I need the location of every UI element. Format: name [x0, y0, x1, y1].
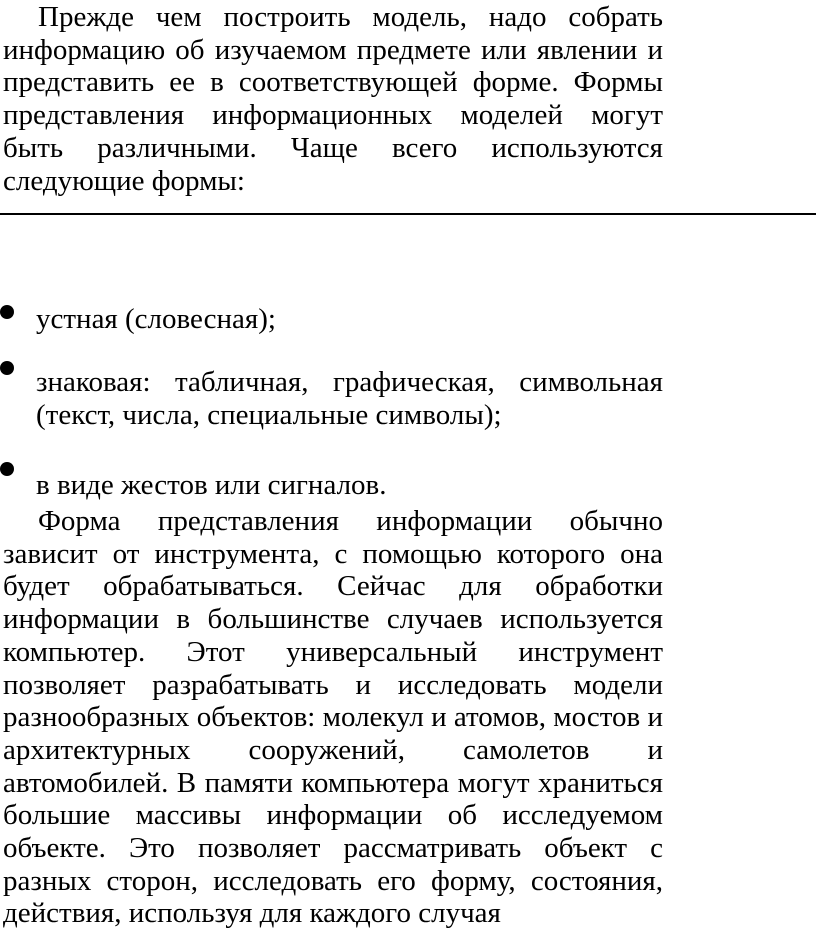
list-item-text: в виде жестов или сигналов.: [36, 469, 387, 501]
intro-paragraph: Прежде чем построить модель, надо собрать информацию об изучаемом предмете или явлении и представить ее в соответствующей форме. Формы представления информационных моделей могут быть различными. Чаще всего используются следующие формы:: [3, 1, 663, 197]
bullet-dot-icon: [0, 305, 14, 319]
bullet-dot-icon: [0, 462, 14, 476]
list-item-text: знаковая: табличная, графическая, символьная (текст, числа, специальные символы);: [36, 366, 663, 431]
horizontal-divider: [0, 213, 816, 215]
bullet-dot-icon: [0, 361, 14, 375]
body-paragraph: Форма представления информации обычно зависит от инструмента, с помощью которого она будет обрабатываться. Сейчас для обработки информации в большинстве случаев используется компьютер. Этот универсальный инструмент позволяет разрабатывать и исследовать модели разнообразных объектов: молекул и атомов, мостов и архитектурных сооружений, самолетов и автомобилей. В памяти компьютера могут храниться большие массивы информации об исследуемом объекте. Это позволяет рассматривать объект с разных сторон, исследовать его форму, состояния, действия, используя для каждого случая: [3, 505, 663, 930]
list-item-text: устная (словесная);: [36, 303, 276, 335]
